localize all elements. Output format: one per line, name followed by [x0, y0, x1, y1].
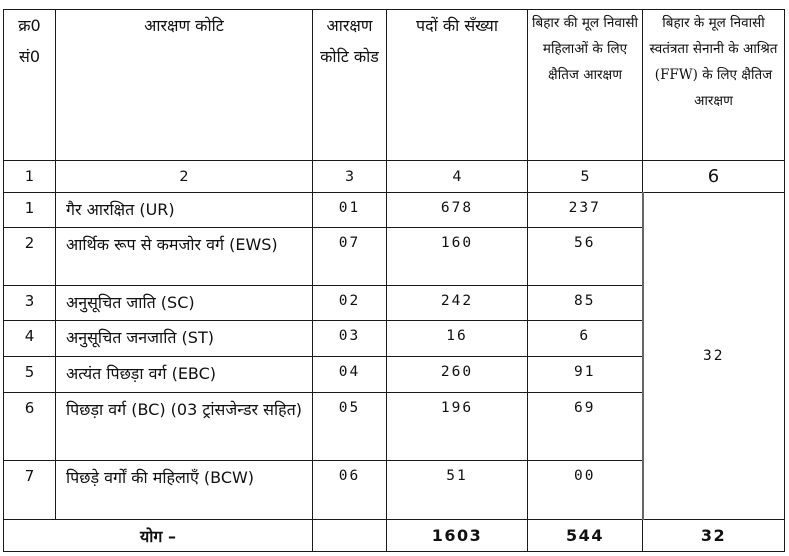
ffw-merged-cell: 32: [643, 193, 785, 520]
header-ffw-horizontal: बिहार के मूल निवासी स्वतंत्रता सेनानी के आश्रित (FFW) के लिए क्षैतिज आरक्षण: [643, 10, 785, 161]
women-cell: 85: [528, 286, 643, 321]
serial-cell: 5: [4, 357, 56, 393]
category-cell: पिछड़ा वर्ग (BC) (03 ट्रांसजेन्डर सहित): [56, 393, 313, 461]
serial-cell: 6: [4, 393, 56, 461]
code-cell: 03: [313, 321, 387, 357]
women-cell: 69: [528, 393, 643, 461]
total-women: 544: [528, 520, 643, 552]
serial-cell: 1: [4, 193, 56, 228]
header-row: [4, 10, 785, 161]
total-posts: 1603: [387, 520, 528, 552]
women-cell: 6: [528, 321, 643, 357]
column-number-row: [4, 161, 785, 193]
total-label: योग –: [4, 520, 313, 552]
women-cell: 237: [528, 193, 643, 228]
women-cell: 00: [528, 461, 643, 520]
code-cell: 02: [313, 286, 387, 321]
column-number: 4: [387, 161, 528, 193]
header-serial: क्र0 सं0: [4, 10, 56, 161]
posts-cell: 16: [387, 321, 528, 357]
category-cell: पिछड़े वर्गों की महिलाएँ (BCW): [56, 461, 313, 520]
code-cell: 07: [313, 228, 387, 286]
header-category: आरक्षण कोटि: [56, 10, 313, 161]
code-cell: 05: [313, 393, 387, 461]
code-cell: 06: [313, 461, 387, 520]
women-cell: 56: [528, 228, 643, 286]
serial-cell: 7: [4, 461, 56, 520]
posts-cell: 196: [387, 393, 528, 461]
code-cell: 04: [313, 357, 387, 393]
total-ffw: 32: [643, 520, 785, 552]
category-cell: अनुसूचित जनजाति (ST): [56, 321, 313, 357]
header-category-code: आरक्षण कोटि कोड: [313, 10, 387, 161]
reservation-table: [3, 9, 785, 552]
women-cell: 91: [528, 357, 643, 393]
column-number: 3: [313, 161, 387, 193]
serial-cell: 4: [4, 321, 56, 357]
posts-cell: 160: [387, 228, 528, 286]
column-number: 6: [643, 161, 785, 193]
serial-cell: 3: [4, 286, 56, 321]
column-number: 2: [56, 161, 313, 193]
category-cell: आर्थिक रूप से कमजोर वर्ग (EWS): [56, 228, 313, 286]
posts-cell: 260: [387, 357, 528, 393]
column-number: 5: [528, 161, 643, 193]
table-row: [4, 193, 785, 228]
total-code-cell: [313, 520, 387, 552]
posts-cell: 678: [387, 193, 528, 228]
column-number: 1: [4, 161, 56, 193]
total-row: [4, 520, 785, 552]
header-women-horizontal: बिहार की मूल निवासी महिलाओं के लिए क्षैतिज आरक्षण: [528, 10, 643, 161]
category-cell: गैर आरक्षित (UR): [56, 193, 313, 228]
posts-cell: 51: [387, 461, 528, 520]
header-posts-count: पदों की सँख्या: [387, 10, 528, 161]
posts-cell: 242: [387, 286, 528, 321]
category-cell: अत्यंत पिछड़ा वर्ग (EBC): [56, 357, 313, 393]
code-cell: 01: [313, 193, 387, 228]
serial-cell: 2: [4, 228, 56, 286]
category-cell: अनुसूचित जाति (SC): [56, 286, 313, 321]
